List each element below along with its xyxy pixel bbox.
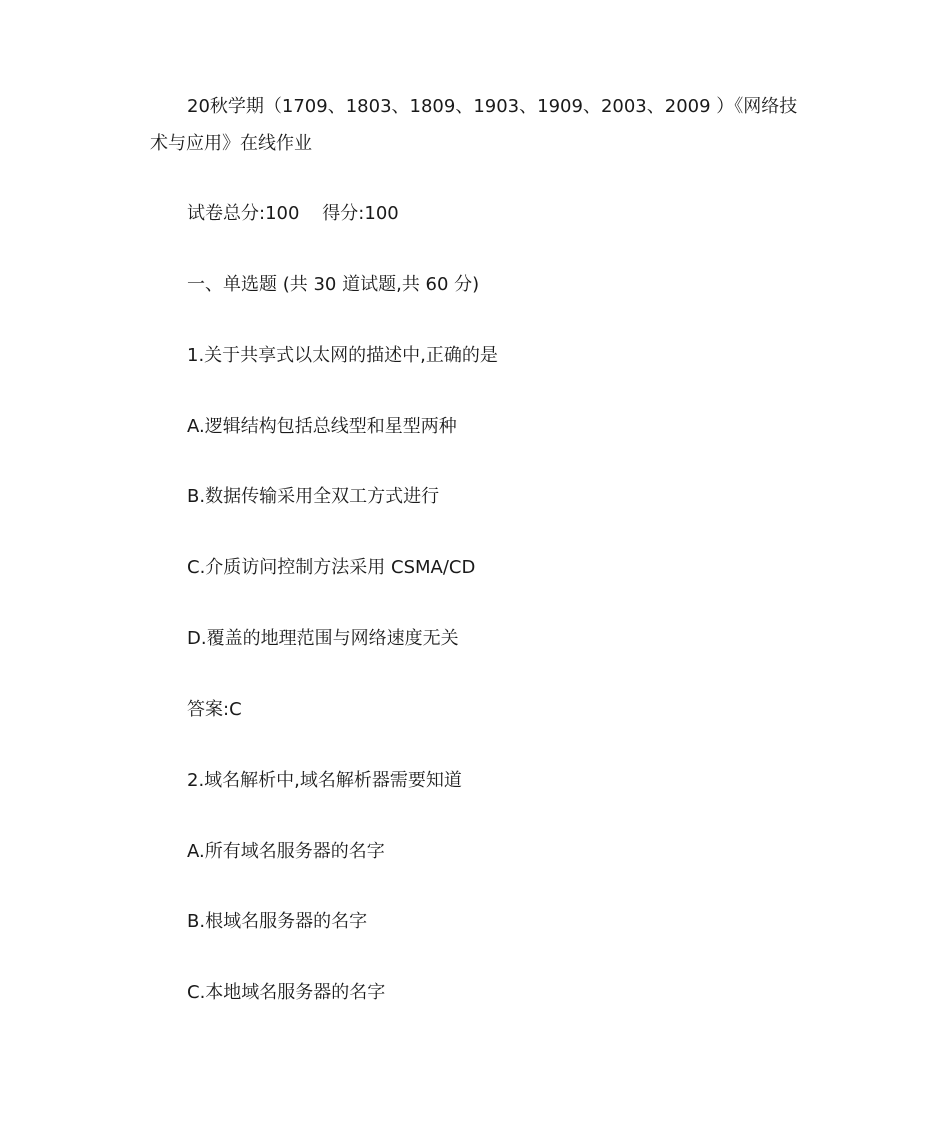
question-1-option-c: C.介质访问控制方法采用 CSMA/CD bbox=[187, 557, 476, 578]
question-1-option-d: D.覆盖的地理范围与网络速度无关 bbox=[187, 628, 459, 649]
question-2-option-a: A.所有域名服务器的名字 bbox=[187, 841, 385, 862]
question-1-option-b: B.数据传输采用全双工方式进行 bbox=[187, 486, 440, 507]
question-2-option-c: C.本地域名服务器的名字 bbox=[187, 982, 386, 1003]
question-1-stem: 1.关于共享式以太网的描述中,正确的是 bbox=[187, 345, 498, 366]
score-line: 试卷总分:100 得分:100 bbox=[187, 203, 399, 224]
section-heading: 一、单选题 (共 30 道试题,共 60 分) bbox=[187, 274, 480, 295]
question-1-answer: 答案:C bbox=[187, 699, 242, 720]
question-2-option-b: B.根域名服务器的名字 bbox=[187, 911, 368, 932]
question-2-stem: 2.域名解析中,域名解析器需要知道 bbox=[187, 770, 462, 791]
question-1-option-a: A.逻辑结构包括总线型和星型两种 bbox=[187, 416, 457, 437]
document-title: 20秋学期（1709、1803、1809、1903、1909、2003、2009 ）《网络技术与应用》在线作业 bbox=[150, 96, 798, 154]
